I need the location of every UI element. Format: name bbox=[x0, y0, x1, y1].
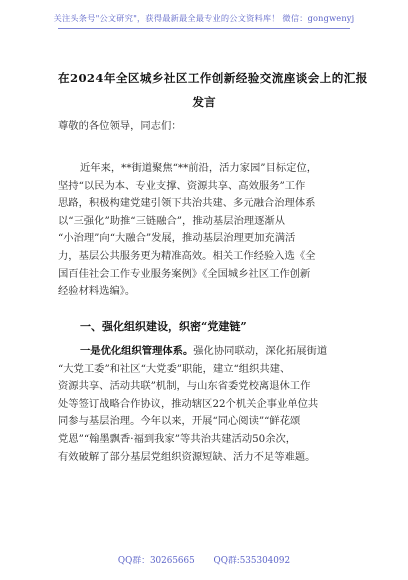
paragraph-line: “大党工委”和社区“大党委”职能，建立“组织共建、 bbox=[58, 362, 291, 375]
paragraph-line: 处等签订战略合作协议，推动辖区22个机关企事业单位共 bbox=[58, 397, 319, 410]
paragraph-line bbox=[58, 343, 358, 361]
document-title bbox=[58, 66, 368, 114]
header-divider bbox=[58, 28, 350, 29]
paragraph-line: 同参与基层治理。今年以来，开展“同心阅读”“鲜花颂 bbox=[58, 415, 301, 428]
paragraph-line: 力，基层公共服务更为精准高效。相关工作经验入选《全 bbox=[58, 249, 316, 262]
paragraph-line: 坚持“以民为本、专业支撑、资源共享、高效服务”工作 bbox=[58, 179, 306, 192]
paragraph-line: 有效破解了部分基层党组织资源短缺、活力不足等难题。 bbox=[58, 450, 316, 463]
paragraph-line: “小治理”向“大融合”发展，推动基层治理更加充满活 bbox=[58, 232, 296, 245]
greeting-text: 尊敬的各位领导，同志们： bbox=[58, 120, 182, 132]
section-heading: 一、强化组织建设，织密“党建链” bbox=[80, 320, 247, 333]
paragraph-intro bbox=[58, 160, 358, 301]
title-line-1: 在2024年全区城乡社区工作创新经验交流座谈会上的汇报 bbox=[58, 71, 368, 85]
title-line-2: 发言 bbox=[192, 95, 216, 109]
greeting bbox=[58, 118, 358, 136]
footer-contact bbox=[0, 553, 408, 566]
paragraph-line: 国百佳社会工作专业服务案例》《全国城乡社区工作创新 bbox=[58, 267, 311, 280]
paragraph-organization bbox=[58, 343, 358, 466]
footer-qq-group-2: QQ群:535304092 bbox=[213, 556, 291, 566]
paragraph-lead: 一是优化组织管理体系。 bbox=[80, 345, 194, 357]
paragraph-line: 资源共享、活动共联”机制，与山东省委党校离退休工作 bbox=[58, 380, 311, 393]
paragraph-line: 近年来，**街道聚焦“**前沿，活力家园”目标定位， bbox=[80, 162, 318, 174]
paragraph-line: 经验材料选编》。 bbox=[58, 285, 136, 298]
footer-qq-group-1: QQ群：30265665 bbox=[117, 556, 195, 566]
paragraph-line: 党恩”“翰墨飘香·福到我家”等共治共建活动50余次， bbox=[58, 432, 297, 445]
paragraph-line: 思路，积极构建党建引领下共治共建、多元融合治理体系 bbox=[58, 197, 316, 210]
header-promo-note: 关注头条号"公文研究"，获得最新最全最专业的公文资料库！ 微信：gongwenyj bbox=[53, 13, 355, 23]
paragraph-line-text: 强化协同联动，深化拓展街道 bbox=[193, 345, 328, 357]
paragraph-line: 以“三强化”助推“三链融合”，推动基层治理逐渐从 bbox=[58, 214, 285, 227]
